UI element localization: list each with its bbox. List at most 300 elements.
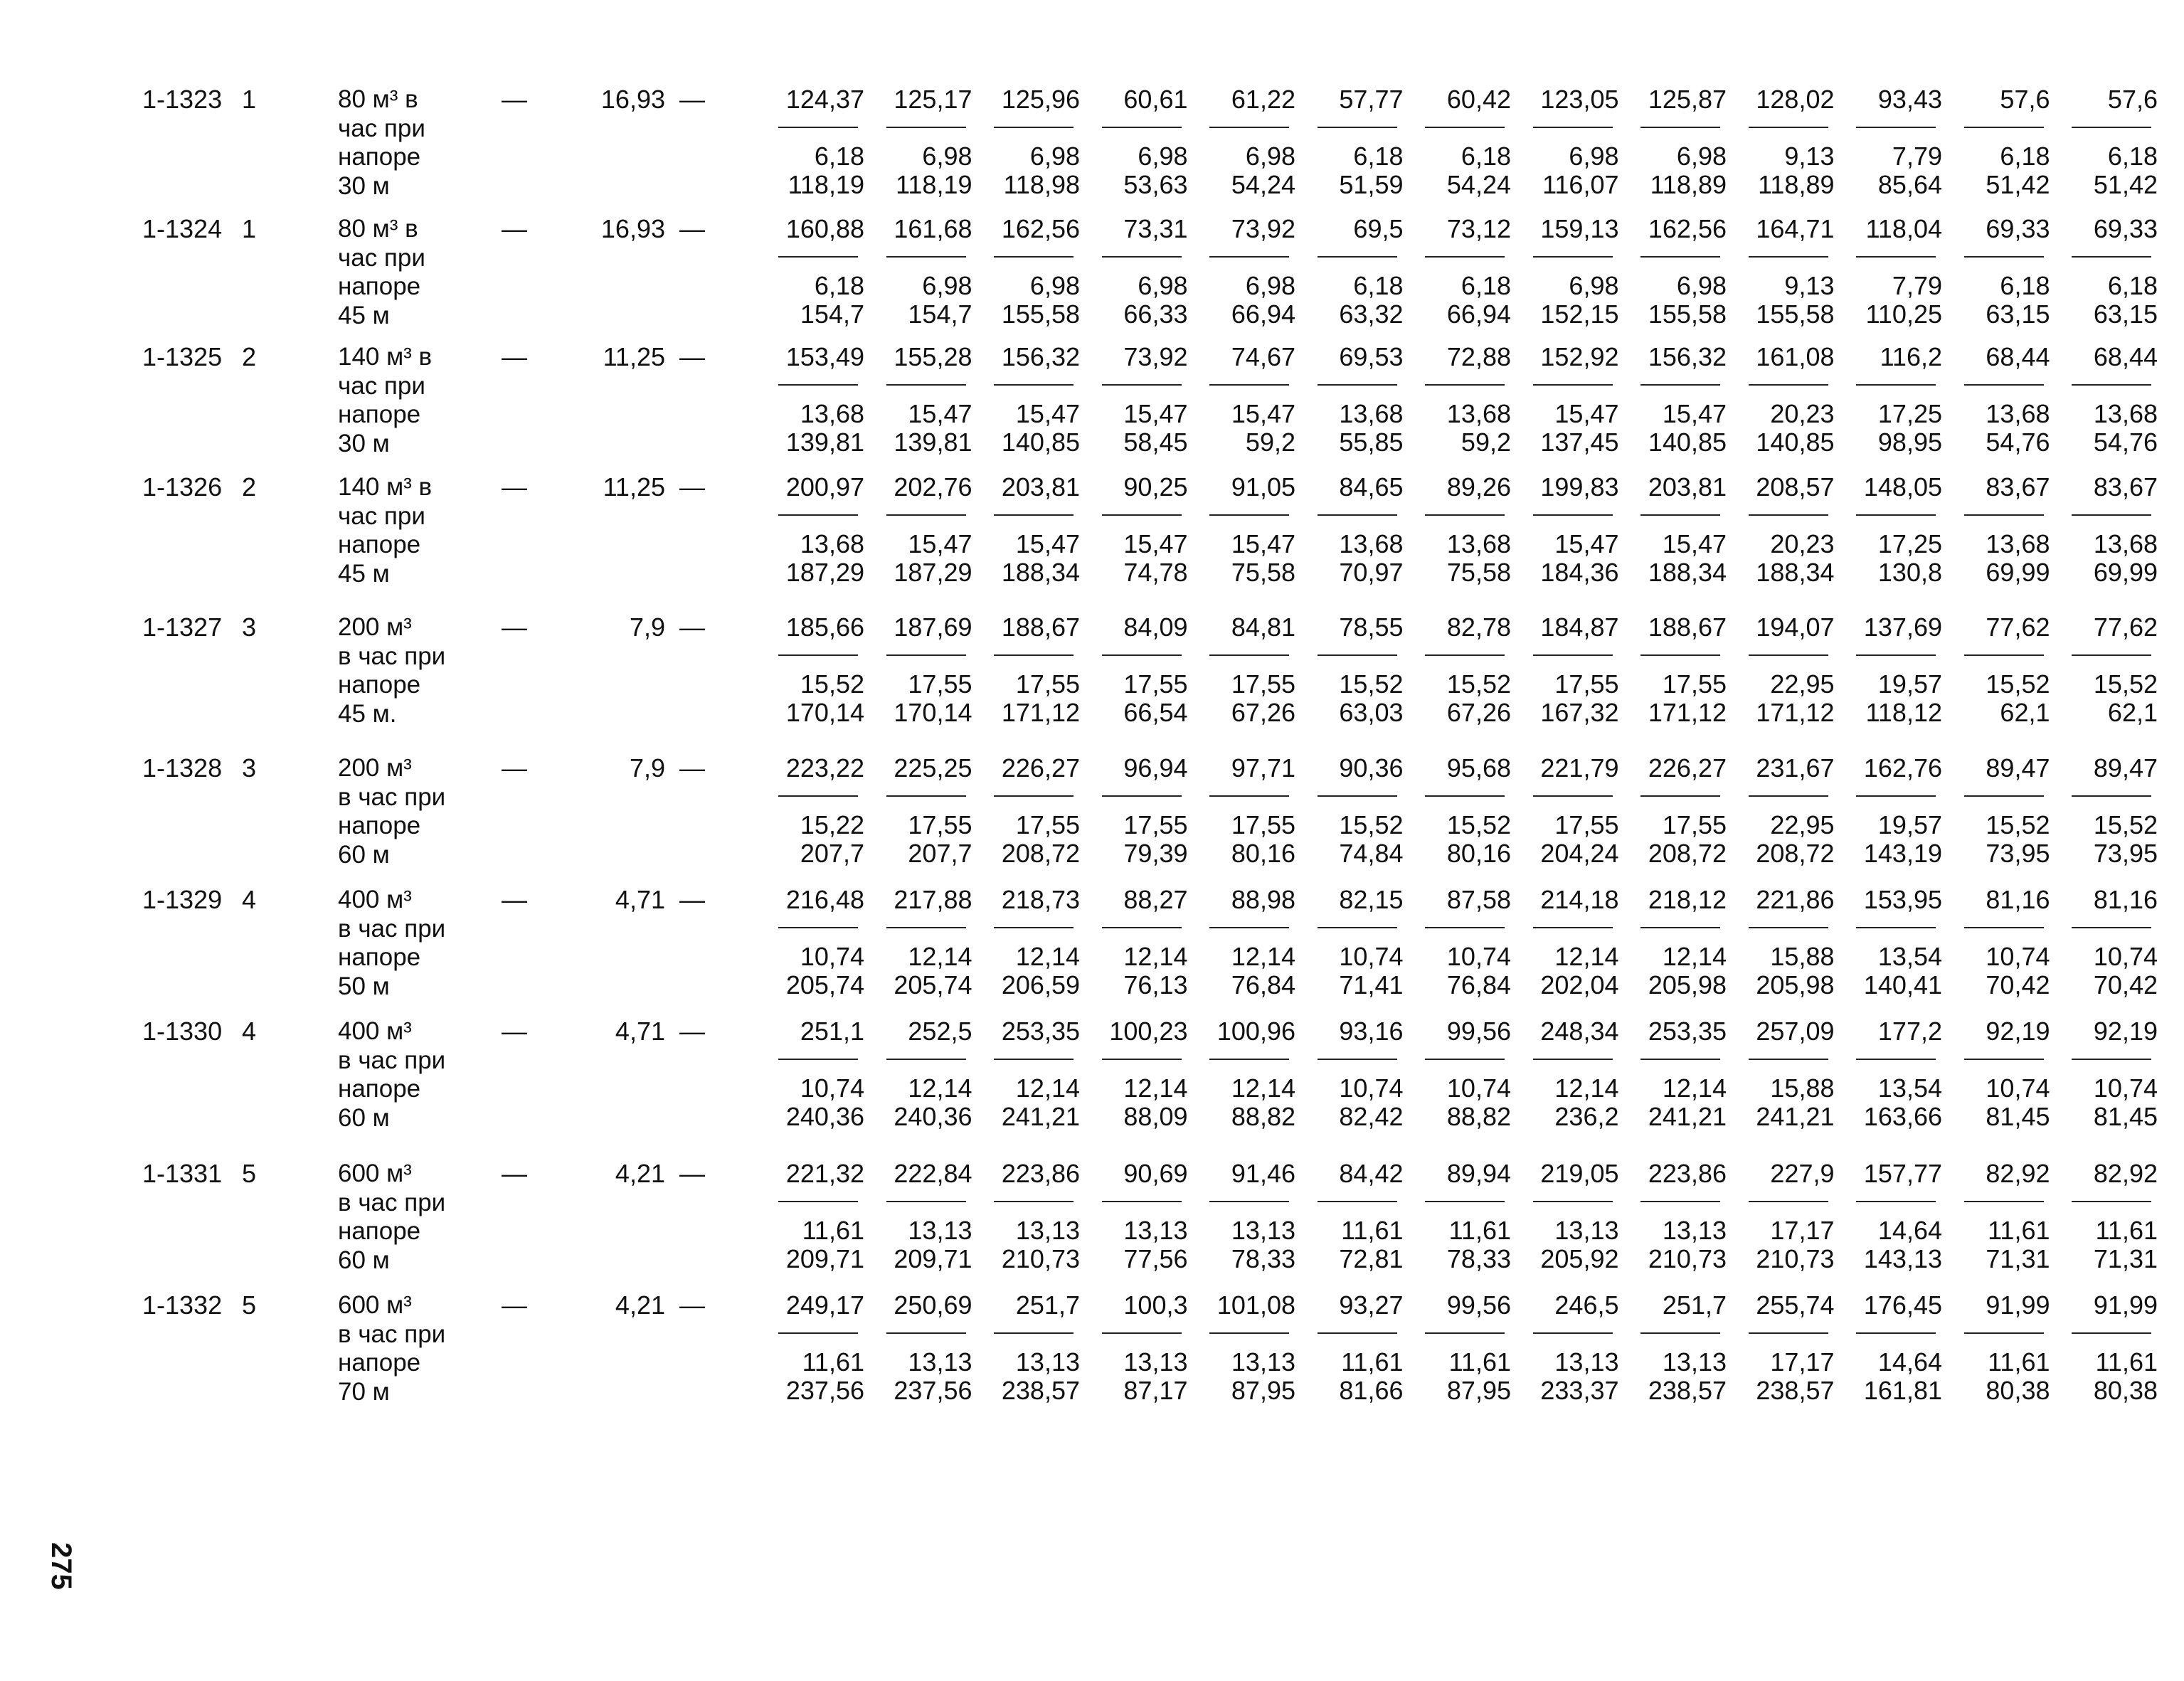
- description-line: напоре: [338, 1349, 421, 1377]
- dash-left: —: [502, 472, 527, 502]
- total-value: 91,46: [1231, 1159, 1295, 1188]
- description-line: 60 м: [338, 1246, 390, 1274]
- fraction-cell: [1631, 1160, 1727, 1284]
- wage-value: 19,57: [1877, 669, 1942, 699]
- fraction-cell: [768, 1160, 864, 1284]
- material-value: 171,12: [1756, 698, 1835, 727]
- row-code: 1-1331: [142, 1159, 223, 1188]
- wage-value: 10,74: [1339, 1073, 1404, 1103]
- description-line: в час при: [338, 1320, 446, 1348]
- wage-value: 13,13: [1123, 1216, 1188, 1245]
- material-value: 51,42: [1986, 170, 2050, 199]
- wage-value: 17,17: [1770, 1347, 1835, 1377]
- total-value: 155,28: [894, 342, 972, 371]
- material-value: 76,13: [1123, 970, 1188, 999]
- description-line: 80 м³ в: [338, 215, 418, 243]
- fraction-bar: [994, 927, 1074, 928]
- fraction-bar: [2072, 654, 2151, 656]
- material-value: 210,73: [1001, 1244, 1080, 1273]
- material-value: 238,57: [1648, 1376, 1727, 1405]
- fraction-cell: [1954, 215, 2050, 339]
- wage-value: 17,25: [1877, 529, 1942, 558]
- wage-value: 15,47: [1662, 399, 1727, 428]
- wage-value: 13,13: [1554, 1216, 1619, 1245]
- wage-value: 13,13: [1123, 1347, 1188, 1377]
- table-row: [142, 343, 2163, 467]
- fraction-bar: [1209, 927, 1289, 928]
- wage-value: 13,68: [2093, 399, 2158, 428]
- wage-value: 12,14: [1662, 942, 1727, 971]
- fraction-cell: [768, 343, 864, 467]
- wage-value: 6,18: [1353, 271, 1404, 300]
- fraction-cell: [1954, 1291, 2050, 1416]
- wage-value: 14,64: [1877, 1347, 1942, 1377]
- material-value: 155,58: [1756, 299, 1835, 329]
- material-value: 170,14: [894, 698, 972, 727]
- material-value: 73,95: [1986, 839, 2050, 868]
- wage-value: 6,18: [2000, 142, 2050, 171]
- row-code: 1-1323: [142, 85, 223, 114]
- fraction-bar: [1425, 256, 1505, 258]
- fraction-cell: [1092, 473, 1188, 598]
- wage-value: 11,61: [1448, 1216, 1511, 1245]
- fraction-bar: [1533, 1201, 1613, 1202]
- description-line: напоре: [338, 812, 421, 839]
- material-value: 118,89: [1758, 170, 1835, 199]
- wage-value: 10,74: [1986, 1073, 2050, 1103]
- fraction-cell: [984, 613, 1080, 738]
- description-line: напоре: [338, 272, 421, 300]
- wage-value: 13,68: [2093, 529, 2158, 558]
- fraction-cell: [876, 215, 972, 339]
- fraction-bar: [886, 1201, 966, 1202]
- wage-value: 15,88: [1770, 1073, 1835, 1103]
- fraction-cell: [768, 886, 864, 1010]
- wage-value: 15,47: [908, 399, 972, 428]
- wage-value: 15,47: [1554, 399, 1619, 428]
- fraction-bar: [1318, 514, 1397, 516]
- material-value: 205,74: [894, 970, 972, 999]
- total-value: 99,56: [1446, 1017, 1511, 1046]
- fraction-bar: [1640, 1332, 1720, 1334]
- description-line: 200 м³: [338, 754, 412, 782]
- total-value: 128,02: [1756, 85, 1835, 114]
- material-value: 80,38: [2093, 1376, 2158, 1405]
- total-value: 203,81: [1001, 472, 1080, 502]
- fraction-cell: [1739, 215, 1835, 339]
- wage-value: 13,68: [800, 399, 864, 428]
- wage-value: 10,74: [800, 1073, 864, 1103]
- total-value: 81,16: [2093, 885, 2158, 914]
- wage-value: 11,61: [1341, 1216, 1404, 1245]
- material-value: 207,7: [908, 839, 972, 868]
- fraction-bar: [1209, 384, 1289, 386]
- wage-value: 13,13: [1015, 1216, 1080, 1245]
- material-value: 66,54: [1123, 698, 1188, 727]
- total-value: 223,86: [1648, 1159, 1727, 1188]
- total-value: 221,86: [1756, 885, 1835, 914]
- material-value: 98,95: [1877, 428, 1942, 457]
- fraction-cell: [1631, 613, 1727, 738]
- description-line: в час при: [338, 1046, 446, 1074]
- wage-value: 17,55: [1554, 810, 1619, 839]
- wage-value: 6,98: [1569, 142, 1619, 171]
- total-value: 218,12: [1648, 885, 1727, 914]
- fraction-cell: [768, 1017, 864, 1142]
- material-value: 118,89: [1650, 170, 1727, 199]
- fraction-bar: [1425, 1201, 1505, 1202]
- wage-value: 13,13: [1015, 1347, 1080, 1377]
- material-value: 67,26: [1446, 698, 1511, 727]
- total-value: 162,56: [1001, 214, 1080, 243]
- total-value: 159,13: [1540, 214, 1619, 243]
- total-value: 87,58: [1446, 885, 1511, 914]
- fraction-cell: [1954, 613, 2050, 738]
- fraction-cell: [1954, 473, 2050, 598]
- fraction-cell: [1308, 85, 1404, 210]
- fraction-cell: [1523, 1291, 1619, 1416]
- material-value: 236,2: [1554, 1102, 1619, 1131]
- material-value: 62,1: [2107, 698, 2158, 727]
- material-value: 63,03: [1339, 698, 1404, 727]
- wage-value: 12,14: [908, 1073, 972, 1103]
- total-value: 74,67: [1231, 342, 1295, 371]
- material-value: 78,33: [1446, 1244, 1511, 1273]
- wage-value: 10,74: [1339, 942, 1404, 971]
- fraction-bar: [886, 795, 966, 797]
- row-description: [338, 1291, 494, 1406]
- material-value: 71,41: [1339, 970, 1404, 999]
- wage-value: 7,79: [1892, 142, 1942, 171]
- fraction-bar: [1749, 256, 1828, 258]
- wage-value: 13,68: [1339, 399, 1404, 428]
- material-value: 118,19: [896, 170, 972, 199]
- material-value: 161,81: [1863, 1376, 1942, 1405]
- dash-right: —: [679, 472, 705, 502]
- wage-value: 9,13: [1784, 271, 1835, 300]
- wage-value: 6,18: [814, 271, 864, 300]
- total-value: 223,22: [785, 753, 864, 783]
- fraction-cell: [1199, 1017, 1295, 1142]
- fraction-bar: [1964, 927, 2044, 928]
- material-value: 240,36: [894, 1102, 972, 1131]
- wage-value: 13,68: [1446, 529, 1511, 558]
- fraction-bar: [778, 927, 858, 928]
- material-value: 110,25: [1865, 299, 1942, 329]
- material-value: 118,98: [1003, 170, 1080, 199]
- fraction-cell: [1523, 85, 1619, 210]
- total-value: 99,56: [1446, 1290, 1511, 1320]
- fraction-bar: [1640, 514, 1720, 516]
- fraction-cell: [1846, 85, 1942, 210]
- material-value: 140,85: [1756, 428, 1835, 457]
- row-value: 16,93: [600, 85, 665, 114]
- dash-right: —: [679, 753, 705, 783]
- total-value: 161,68: [894, 214, 972, 243]
- total-value: 221,32: [785, 1159, 864, 1188]
- total-value: 164,71: [1756, 214, 1835, 243]
- fraction-cell: [768, 215, 864, 339]
- fraction-bar: [1209, 127, 1289, 128]
- total-value: 83,67: [2093, 472, 2158, 502]
- fraction-cell: [1739, 1017, 1835, 1142]
- fraction-bar: [1102, 256, 1182, 258]
- description-line: в час при: [338, 783, 446, 811]
- dash-left: —: [502, 1290, 527, 1320]
- fraction-cell: [1415, 343, 1511, 467]
- fraction-bar: [1856, 514, 1936, 516]
- description-line: напоре: [338, 143, 421, 171]
- description-line: 30 м: [338, 429, 390, 457]
- fraction-cell: [1954, 343, 2050, 467]
- total-value: 216,48: [785, 885, 864, 914]
- material-value: 155,58: [1648, 299, 1727, 329]
- total-value: 82,92: [2093, 1159, 2158, 1188]
- fraction-cell: [1415, 754, 1511, 879]
- row-group: 4: [242, 885, 257, 914]
- fraction-bar: [1533, 795, 1613, 797]
- total-value: 257,09: [1756, 1017, 1835, 1046]
- total-value: 156,32: [1648, 342, 1727, 371]
- row-group: 1: [242, 214, 257, 243]
- material-value: 58,45: [1123, 428, 1188, 457]
- wage-value: 13,13: [1662, 1347, 1727, 1377]
- total-value: 91,05: [1231, 472, 1295, 502]
- fraction-bar: [1640, 1201, 1720, 1202]
- fraction-cell: [1308, 215, 1404, 339]
- material-value: 140,41: [1863, 970, 1942, 999]
- total-value: 90,36: [1339, 753, 1404, 783]
- material-value: 143,19: [1863, 839, 1942, 868]
- fraction-cell: [1846, 754, 1942, 879]
- total-value: 89,47: [2093, 753, 2158, 783]
- material-value: 78,33: [1231, 1244, 1295, 1273]
- fraction-bar: [1209, 795, 1289, 797]
- table-row: [142, 473, 2163, 598]
- fraction-bar: [1749, 1332, 1828, 1334]
- row-code: 1-1327: [142, 613, 223, 642]
- total-value: 200,97: [785, 472, 864, 502]
- wage-value: 12,14: [1015, 1073, 1080, 1103]
- fraction-cell: [1631, 473, 1727, 598]
- material-value: 63,15: [1986, 299, 2050, 329]
- fraction-bar: [1749, 127, 1828, 128]
- material-value: 81,45: [1986, 1102, 2050, 1131]
- material-value: 59,2: [1245, 428, 1295, 457]
- fraction-bar: [2072, 127, 2151, 128]
- fraction-bar: [886, 654, 966, 656]
- row-description: [338, 1017, 494, 1133]
- total-value: 160,88: [785, 214, 864, 243]
- total-value: 90,25: [1123, 472, 1188, 502]
- description-line: напоре: [338, 1217, 421, 1245]
- fraction-bar: [1318, 127, 1397, 128]
- row-code: 1-1326: [142, 472, 223, 502]
- fraction-bar: [1964, 1059, 2044, 1060]
- wage-value: 15,47: [1015, 399, 1080, 428]
- row-value: 4,21: [615, 1159, 665, 1188]
- row-description: [338, 1160, 494, 1275]
- fraction-bar: [994, 1201, 1074, 1202]
- total-value: 82,15: [1339, 885, 1404, 914]
- total-value: 97,71: [1231, 753, 1295, 783]
- fraction-cell: [1308, 1160, 1404, 1284]
- total-value: 231,67: [1756, 753, 1835, 783]
- fraction-cell: [1739, 613, 1835, 738]
- material-value: 54,24: [1231, 170, 1295, 199]
- fraction-cell: [768, 473, 864, 598]
- fraction-bar: [1102, 514, 1182, 516]
- material-value: 171,12: [1001, 698, 1080, 727]
- total-value: 219,05: [1540, 1159, 1619, 1188]
- material-value: 71,31: [1986, 1244, 2050, 1273]
- fraction-cell: [2062, 1017, 2158, 1142]
- fraction-bar: [2072, 795, 2151, 797]
- material-value: 140,85: [1001, 428, 1080, 457]
- fraction-bar: [1102, 1059, 1182, 1060]
- wage-value: 17,55: [1554, 669, 1619, 699]
- wage-value: 15,52: [1446, 810, 1511, 839]
- wage-value: 15,88: [1770, 942, 1835, 971]
- wage-value: 13,13: [1231, 1347, 1295, 1377]
- total-value: 188,67: [1001, 613, 1080, 642]
- fraction-bar: [1209, 256, 1289, 258]
- dash-left: —: [502, 1159, 527, 1188]
- material-value: 66,94: [1446, 299, 1511, 329]
- wage-value: 12,14: [908, 942, 972, 971]
- row-value: 4,71: [615, 885, 665, 914]
- material-value: 73,95: [2093, 839, 2158, 868]
- fraction-cell: [876, 343, 972, 467]
- fraction-cell: [984, 886, 1080, 1010]
- row-group: 3: [242, 753, 257, 783]
- material-value: 85,64: [1877, 170, 1942, 199]
- wage-value: 6,98: [922, 271, 972, 300]
- total-value: 248,34: [1540, 1017, 1619, 1046]
- wage-value: 17,55: [1015, 810, 1080, 839]
- row-value: 4,71: [615, 1017, 665, 1046]
- material-value: 238,57: [1756, 1376, 1835, 1405]
- fraction-cell: [1199, 613, 1295, 738]
- fraction-cell: [1631, 343, 1727, 467]
- dash-left: —: [502, 753, 527, 783]
- fraction-cell: [1739, 1291, 1835, 1416]
- wage-value: 17,55: [1231, 810, 1295, 839]
- total-value: 83,67: [1986, 472, 2050, 502]
- material-value: 210,73: [1756, 1244, 1835, 1273]
- fraction-bar: [778, 795, 858, 797]
- fraction-bar: [1533, 127, 1613, 128]
- wage-value: 17,55: [1662, 669, 1727, 699]
- wage-value: 13,13: [1554, 1347, 1619, 1377]
- wage-value: 7,79: [1892, 271, 1942, 300]
- fraction-bar: [1425, 1332, 1505, 1334]
- fraction-bar: [1102, 384, 1182, 386]
- material-value: 241,21: [1756, 1102, 1835, 1131]
- description-line: 45 м: [338, 301, 390, 329]
- description-line: 30 м: [338, 171, 390, 200]
- fraction-cell: [1631, 1017, 1727, 1142]
- material-value: 75,58: [1231, 558, 1295, 587]
- fraction-cell: [1415, 1160, 1511, 1284]
- material-value: 130,8: [1877, 558, 1942, 587]
- total-value: 162,56: [1648, 214, 1727, 243]
- wage-value: 17,55: [1015, 669, 1080, 699]
- description-line: напоре: [338, 671, 421, 699]
- total-value: 96,94: [1123, 753, 1188, 783]
- wage-value: 17,55: [908, 669, 972, 699]
- wage-value: 15,47: [1662, 529, 1727, 558]
- fraction-cell: [2062, 343, 2158, 467]
- fraction-cell: [984, 343, 1080, 467]
- fraction-bar: [2072, 1201, 2151, 1202]
- wage-value: 11,61: [1448, 1347, 1511, 1377]
- fraction-cell: [1523, 215, 1619, 339]
- row-code: 1-1330: [142, 1017, 223, 1046]
- fraction-cell: [1199, 473, 1295, 598]
- table-row: [142, 1291, 2163, 1416]
- dash-left: —: [502, 342, 527, 371]
- total-value: 157,77: [1863, 1159, 1942, 1188]
- material-value: 80,38: [1986, 1376, 2050, 1405]
- fraction-bar: [1425, 1059, 1505, 1060]
- fraction-cell: [1954, 886, 2050, 1010]
- fraction-cell: [1092, 613, 1188, 738]
- row-value: 7,9: [629, 613, 665, 642]
- dash-left: —: [502, 214, 527, 243]
- row-group: 3: [242, 613, 257, 642]
- material-value: 205,74: [785, 970, 864, 999]
- fraction-bar: [1209, 1332, 1289, 1334]
- fraction-bar: [1964, 795, 2044, 797]
- fraction-bar: [1318, 654, 1397, 656]
- description-line: 200 м³: [338, 613, 412, 641]
- total-value: 203,81: [1648, 472, 1727, 502]
- dash-right: —: [679, 85, 705, 114]
- fraction-cell: [1415, 1017, 1511, 1142]
- fraction-bar: [1749, 384, 1828, 386]
- fraction-bar: [1964, 1201, 2044, 1202]
- fraction-bar: [886, 127, 966, 128]
- fraction-bar: [1964, 256, 2044, 258]
- material-value: 187,29: [894, 558, 972, 587]
- fraction-cell: [1631, 215, 1727, 339]
- fraction-bar: [1102, 795, 1182, 797]
- fraction-bar: [1425, 927, 1505, 928]
- fraction-bar: [1640, 127, 1720, 128]
- material-value: 87,95: [1231, 1376, 1295, 1405]
- wage-value: 15,52: [1339, 669, 1404, 699]
- wage-value: 11,61: [1341, 1347, 1404, 1377]
- fraction-bar: [1749, 514, 1828, 516]
- fraction-bar: [2072, 514, 2151, 516]
- material-value: 66,33: [1123, 299, 1188, 329]
- fraction-bar: [1856, 1332, 1936, 1334]
- description-line: час при: [338, 502, 425, 530]
- fraction-bar: [1318, 927, 1397, 928]
- fraction-bar: [1425, 795, 1505, 797]
- total-value: 89,94: [1446, 1159, 1511, 1188]
- fraction-bar: [1964, 384, 2044, 386]
- fraction-bar: [1533, 384, 1613, 386]
- total-value: 77,62: [2093, 613, 2158, 642]
- fraction-cell: [1199, 85, 1295, 210]
- material-value: 81,66: [1339, 1376, 1404, 1405]
- fraction-cell: [1846, 215, 1942, 339]
- material-value: 233,37: [1540, 1376, 1619, 1405]
- fraction-cell: [1308, 343, 1404, 467]
- wage-value: 15,52: [1339, 810, 1404, 839]
